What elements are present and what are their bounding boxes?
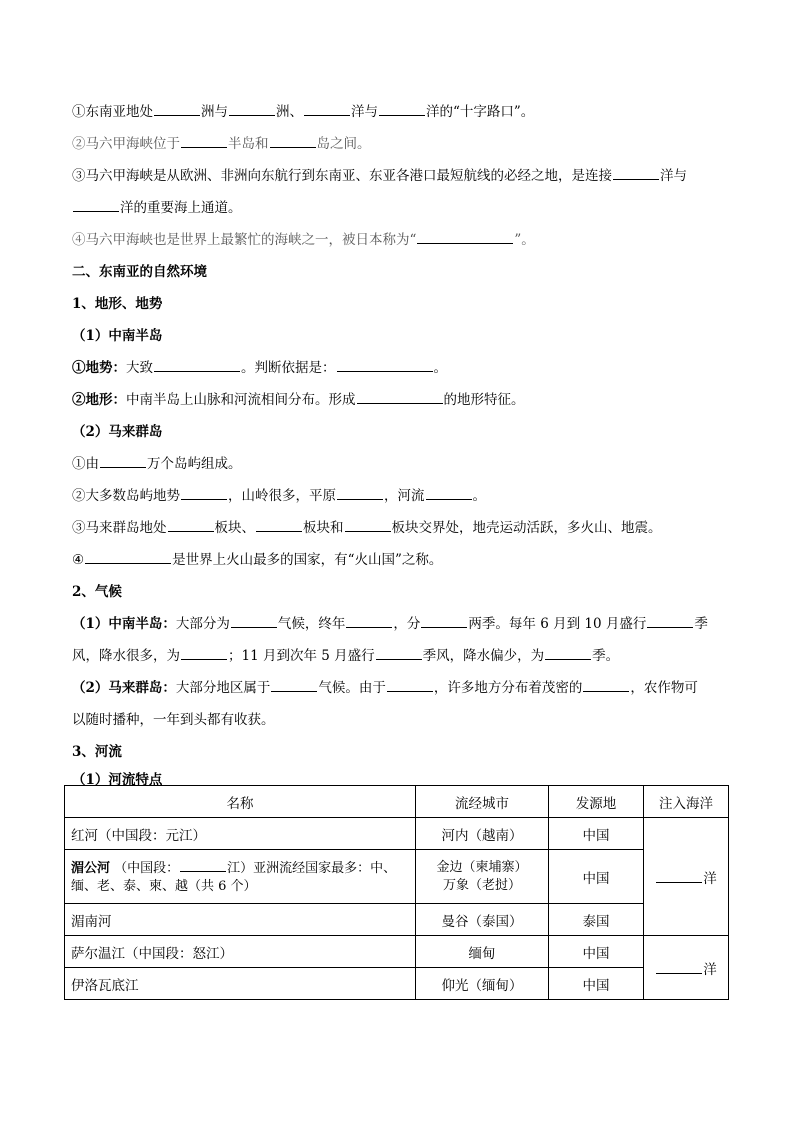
blank[interactable] xyxy=(229,102,275,116)
sub-heading: （1）中南半岛 xyxy=(72,328,163,344)
question-line-10 xyxy=(72,512,732,544)
ocean-cell xyxy=(644,936,729,1000)
blank[interactable] xyxy=(345,518,391,532)
text: 气候。由于 xyxy=(318,680,386,696)
river-name: 红河（中国段：元江） xyxy=(65,818,416,850)
table-row xyxy=(65,850,729,904)
blank[interactable] xyxy=(613,166,659,180)
river-table xyxy=(64,785,729,1000)
column-header: 流经城市 xyxy=(416,786,549,818)
sub-heading: 1、地形、地势 xyxy=(72,296,163,312)
river-city xyxy=(416,850,549,904)
sub-heading: 3、河流 xyxy=(72,744,122,760)
text: 板块和 xyxy=(303,520,344,536)
river-source: 中国 xyxy=(549,850,644,904)
label: ②地形： xyxy=(72,392,126,408)
ocean-cell xyxy=(644,818,729,936)
blank[interactable] xyxy=(346,614,392,628)
text: 洋 xyxy=(703,961,717,978)
text: ，山岭很多，平原 xyxy=(228,488,336,504)
text: 江）亚洲流经国家最多：中、缅、老、泰、柬、越（共 6 个） xyxy=(71,860,397,894)
label: ①地势： xyxy=(72,360,126,376)
text: 洋的“十字路口”。 xyxy=(426,104,535,120)
blank[interactable] xyxy=(647,614,693,628)
question-line-2 xyxy=(72,128,732,160)
text: 半岛和 xyxy=(228,136,269,152)
column-header: 注入海洋 xyxy=(644,786,729,818)
text: ④ xyxy=(72,552,85,568)
text: 是世界上火山最多的国家，有“火山国”之称。 xyxy=(172,552,443,568)
text: ，分 xyxy=(393,616,421,632)
text: 洲与 xyxy=(201,104,228,120)
river-name: 湄南河 xyxy=(65,904,416,936)
blank[interactable] xyxy=(270,134,316,148)
question-line-13 xyxy=(72,640,732,672)
text: 板块交界处，地壳运动活跃，多火山、地震。 xyxy=(391,520,662,536)
question-line-8 xyxy=(72,448,732,480)
text: 板块、 xyxy=(214,520,255,536)
question-line-9 xyxy=(72,480,732,512)
question-line-11 xyxy=(72,544,732,576)
blank[interactable] xyxy=(421,614,467,628)
text: 洋与 xyxy=(351,104,378,120)
blank[interactable] xyxy=(181,486,227,500)
river-source: 中国 xyxy=(549,936,644,968)
text: ③马六甲海峡是从欧洲、非洲向东航行到东南亚、东亚各港口最短航线的必经之地，是连接 xyxy=(72,168,612,184)
sub-heading: （2）马来群岛 xyxy=(72,424,163,440)
question-line-1 xyxy=(72,96,732,128)
text: （中国段： xyxy=(114,860,180,876)
text: 大致 xyxy=(126,360,153,376)
blank[interactable] xyxy=(271,678,317,692)
blank[interactable] xyxy=(583,678,629,692)
blank[interactable] xyxy=(73,198,119,212)
text: 两季。每年 6 月到 10 月盛行 xyxy=(468,616,647,632)
blank[interactable] xyxy=(337,486,383,500)
text: 季风，降水偏少，为 xyxy=(422,648,545,664)
question-line-3 xyxy=(72,160,732,192)
table-header-row xyxy=(65,786,729,818)
question-line-4 xyxy=(72,192,732,224)
blank[interactable] xyxy=(154,358,240,372)
table-caption: （1）河流特点 xyxy=(72,772,163,788)
blank[interactable] xyxy=(304,102,350,116)
blank[interactable] xyxy=(180,858,226,872)
text: ④马六甲海峡也是世界上最繁忙的海峡之一，被日本称为“ xyxy=(72,232,417,248)
text: 洲、 xyxy=(276,104,303,120)
text: ③马来群岛地处 xyxy=(72,520,167,536)
label: （2）马来群岛： xyxy=(72,680,176,696)
text: 。 xyxy=(433,360,447,376)
text: 的地形特征。 xyxy=(443,392,525,408)
column-header: 发源地 xyxy=(549,786,644,818)
question-line-14 xyxy=(72,672,732,704)
blank[interactable] xyxy=(231,614,277,628)
blank[interactable] xyxy=(168,518,214,532)
text: ，农作物可 xyxy=(630,680,698,696)
blank[interactable] xyxy=(256,518,302,532)
text: 万象（老挝） xyxy=(442,877,521,893)
text: 岛之间。 xyxy=(316,136,371,152)
column-header: 名称 xyxy=(65,786,416,818)
river-city: 缅甸 xyxy=(416,936,549,968)
question-line-7 xyxy=(72,384,732,416)
blank[interactable] xyxy=(181,646,227,660)
text: 气候，终年 xyxy=(277,616,346,632)
text: 洋 xyxy=(703,870,717,887)
blank[interactable] xyxy=(337,358,433,372)
river-source: 泰国 xyxy=(549,904,644,936)
text: 中南半岛上山脉和河流相间分布。形成 xyxy=(126,392,356,408)
table-row xyxy=(65,936,729,968)
river-city: 曼谷（泰国） xyxy=(416,904,549,936)
text: 季。 xyxy=(592,648,620,664)
section-heading: 二、东南亚的自然环境 xyxy=(72,264,207,280)
table-row xyxy=(65,818,729,850)
blank[interactable] xyxy=(154,102,200,116)
blank[interactable] xyxy=(656,869,702,883)
river-city: 河内（越南） xyxy=(416,818,549,850)
text: 。判断依据是： xyxy=(241,360,336,376)
text: 大部分为 xyxy=(175,616,230,632)
blank[interactable] xyxy=(100,454,146,468)
question-line-6 xyxy=(72,352,732,384)
river-source: 中国 xyxy=(549,818,644,850)
text: 金边（柬埔寨） xyxy=(436,859,528,875)
question-line-5 xyxy=(72,224,732,256)
text: 湄公河 xyxy=(71,860,111,876)
text: ①东南亚地处 xyxy=(72,104,153,120)
text: 风，降水很多，为 xyxy=(72,648,180,664)
blank[interactable] xyxy=(85,550,171,564)
sub-heading: 2、气候 xyxy=(72,584,122,600)
text: ②马六甲海峡位于 xyxy=(72,136,180,152)
question-line-15: 以随时播种，一年到头都有收获。 xyxy=(72,712,275,728)
text: 洋的重要海上通道。 xyxy=(120,200,242,216)
blank[interactable] xyxy=(379,102,425,116)
river-name xyxy=(65,850,416,904)
blank[interactable] xyxy=(417,230,513,244)
blank[interactable] xyxy=(357,390,443,404)
blank[interactable] xyxy=(387,678,433,692)
text: ，河流 xyxy=(384,488,425,504)
river-source: 中国 xyxy=(549,968,644,1000)
worksheet-body xyxy=(72,96,732,790)
text: 。 xyxy=(472,488,486,504)
river-name: 萨尔温江（中国段：怒江） xyxy=(65,936,416,968)
question-line-12 xyxy=(72,608,732,640)
river-city: 仰光（缅甸） xyxy=(416,968,549,1000)
text: 洋与 xyxy=(660,168,687,184)
text: 万个岛屿组成。 xyxy=(147,456,242,472)
blank[interactable] xyxy=(426,486,472,500)
text: ，许多地方分布着茂密的 xyxy=(433,680,583,696)
text: 大部分地区属于 xyxy=(175,680,271,696)
table-row xyxy=(65,904,729,936)
text: ①由 xyxy=(72,456,99,472)
blank[interactable] xyxy=(545,646,591,660)
blank[interactable] xyxy=(376,646,422,660)
blank[interactable] xyxy=(181,134,227,148)
blank[interactable] xyxy=(656,960,702,974)
text: 季 xyxy=(694,616,708,632)
text: ；11 月到次年 5 月盛行 xyxy=(228,648,375,664)
label: （1）中南半岛： xyxy=(72,616,176,632)
river-name: 伊洛瓦底江 xyxy=(65,968,416,1000)
table-row xyxy=(65,968,729,1000)
text: ”。 xyxy=(514,232,535,248)
text: ②大多数岛屿地势 xyxy=(72,488,180,504)
